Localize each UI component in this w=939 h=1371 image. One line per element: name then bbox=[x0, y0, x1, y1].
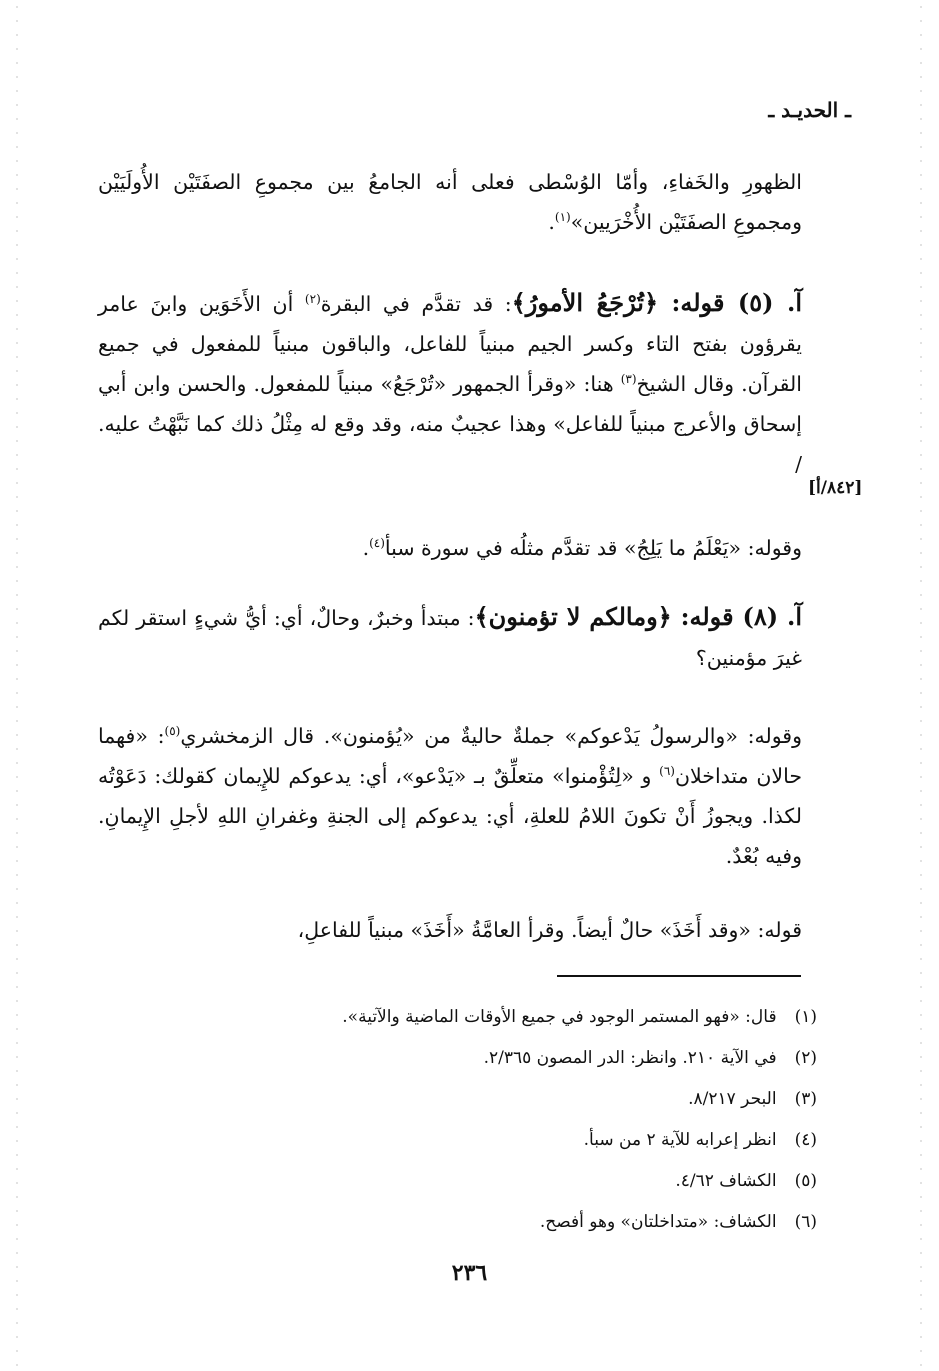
footnote-ref-5: (٥) bbox=[164, 724, 181, 739]
paragraph-3-text: وقوله: «يَعْلَمُ ما يَلِجُ» قد تقدَّم مثلُه في سورة سبأ bbox=[384, 536, 802, 560]
paragraph-3-tail: . bbox=[362, 536, 370, 560]
footnote-5-number: (٥) bbox=[794, 1171, 817, 1191]
footnote-separator bbox=[557, 975, 801, 977]
paragraph-2-part-2: أن الأَخَوَين وابنَ عامر يقرؤون بفتح التاء وكسر الجيم مبنياً للفاعل، والباقون مبنياً للمفعول في جميع القرآن. وقال الشيخ bbox=[98, 292, 802, 396]
footnote-5 bbox=[217, 1161, 817, 1202]
paragraph-4 bbox=[98, 597, 802, 678]
paragraph-2-part-3: هنا: «وقرأ الجمهور «تُرْجَعُ» مبنياً للمفعول. والحسن وابن أبي إسحاق والأعرج مبنياً للفاعل» وهذا عجيبٌ منه، وقد وقع له مِثْلُ ذلك كما نَبَّهْتُ عليه. / bbox=[98, 372, 802, 476]
footnote-5-text: الكشاف ٤/٦٢. bbox=[675, 1171, 777, 1191]
page-number: ٢٣٦ bbox=[451, 1260, 488, 1286]
paragraph-3 bbox=[98, 528, 802, 568]
paragraph-1-tail: . bbox=[548, 210, 555, 234]
verse-8-heading: آ. (٨) قوله: ﴿ومالكم لا تؤمنون﴾ bbox=[474, 602, 802, 631]
paragraph-4-text: : مبتدأ وخبرٌ، وحالٌ، أي: أيُّ شيءٍ استقر لكم غيرَ مؤمنين؟ bbox=[98, 606, 802, 670]
footnote-6 bbox=[217, 1202, 817, 1243]
scan-artifact-left bbox=[16, 0, 18, 1371]
footnote-ref-1: (١) bbox=[554, 210, 571, 225]
footnote-6-number: (٦) bbox=[794, 1212, 817, 1232]
scan-artifact-right bbox=[920, 0, 922, 1371]
footnote-ref-3: (٣) bbox=[620, 372, 637, 387]
paragraph-6 bbox=[98, 910, 802, 950]
paragraph-1-line-1: الظهورِ والخَفاءِ، وأمّا الوُسْطى فعلى أنه الجامعُ بين مجموعِ الصفَتَيْن bbox=[173, 170, 802, 194]
footnote-2-text: في الآية ٢١٠. وانظر: الدر المصون ٢/٣٦٥. bbox=[483, 1048, 777, 1068]
footnote-3 bbox=[217, 1079, 817, 1120]
paragraph-2-part-1: : قد تقدَّم في البقرة bbox=[320, 292, 512, 316]
footnote-1-text: قال: «فهو المستمر الوجود في جميع الأوقات الماضية والآتية». bbox=[342, 1007, 777, 1027]
paragraph-5-part-2: : «فهما حالان متداخلان bbox=[98, 724, 802, 788]
paragraph-5 bbox=[98, 716, 802, 876]
footnote-4 bbox=[217, 1120, 817, 1161]
footnote-1 bbox=[217, 997, 817, 1038]
paragraph-1 bbox=[98, 162, 802, 242]
footnote-ref-2: (٢) bbox=[304, 292, 321, 307]
footnote-ref-6: (٦) bbox=[659, 764, 675, 779]
running-head: ـ الحديـد ـ bbox=[768, 98, 851, 122]
footnote-4-text: انظر إعرابه للآية ٢ من سبأ. bbox=[583, 1130, 777, 1150]
verse-5-heading: آ. (٥) قوله: ﴿تُرْجَعُ الأمورُ﴾ bbox=[511, 288, 803, 317]
paragraph-6-text: قوله: «وقد أَخَذَ» حالٌ أيضاً. وقرأ العامَّةُ «أَخَذَ» مبنياً للفاعلِ، bbox=[297, 918, 802, 942]
footnote-2 bbox=[217, 1038, 817, 1079]
footnotes bbox=[217, 997, 817, 1243]
paragraph-2 bbox=[98, 283, 802, 484]
footnote-3-text: البحر ٨/٢١٧. bbox=[688, 1089, 777, 1109]
footnote-1-number: (١) bbox=[794, 1007, 817, 1027]
footnote-4-number: (٤) bbox=[794, 1130, 817, 1150]
footnote-3-number: (٣) bbox=[794, 1089, 817, 1109]
paragraph-1-line-2: الأُولَيَيْن ومجموعِ الصفَتَيْن الأُخْرَيين» bbox=[98, 170, 802, 234]
footnote-2-number: (٢) bbox=[794, 1048, 817, 1068]
footnote-6-text: الكشاف: «متداخلتان» وهو أفصح. bbox=[539, 1212, 777, 1232]
footnote-ref-4: (٤) bbox=[369, 536, 385, 551]
manuscript-folio-note: [٨٤٢/أ] bbox=[808, 478, 863, 498]
paragraph-5-part-1: وقوله: «والرسولُ يَدْعوكم» جملةٌ حاليةٌ من «يُؤمنون». قال الزمخشري bbox=[180, 724, 802, 748]
paragraph-5-part-3: و «لِتُؤْمنوا» متعلِّقٌ بـ «يَدْعو»، أي: يدعوكم للإِيمان كقولك: دَعَوْتُه لكذا. ويجوزُ أَنْ تكونَ اللامُ للعلةِ، أي: يدعوكم إلى الجنةِ وغفرانِ اللهِ لأجلِ الإِيمانِ. وفيه بُعْدٌ. bbox=[98, 764, 802, 868]
